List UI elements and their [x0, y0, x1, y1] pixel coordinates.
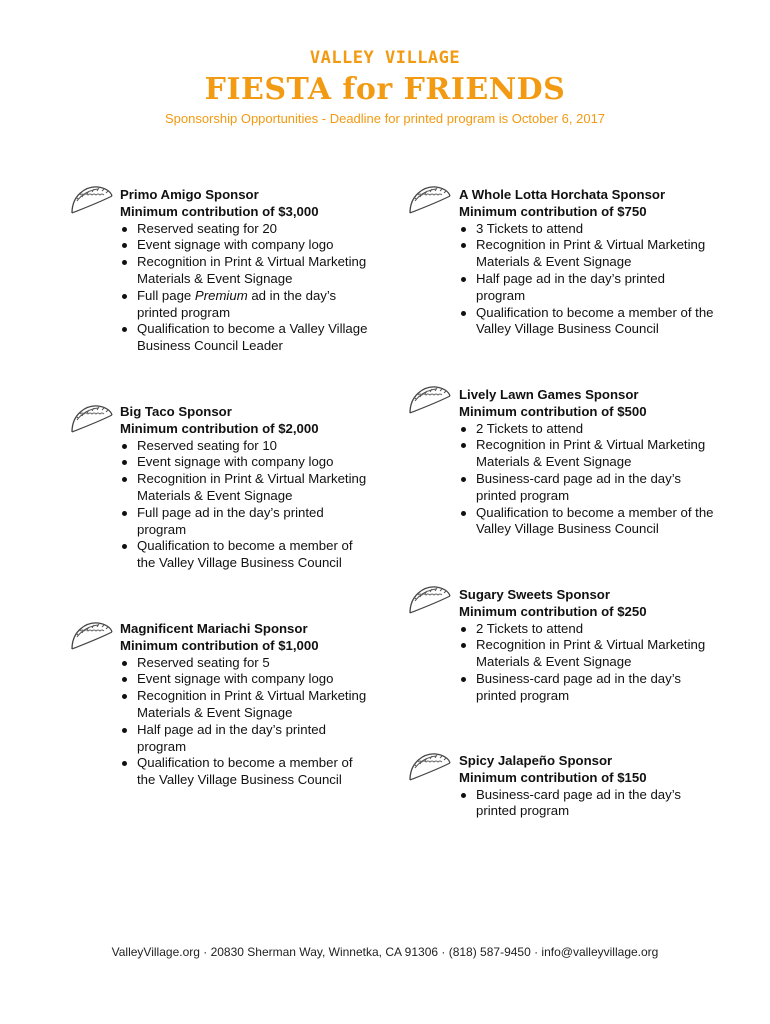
taco-icon: [406, 581, 452, 617]
benefit-item: Qualification to become a member of the Valley Village Business Council: [459, 505, 714, 539]
sponsor-block: [459, 387, 714, 538]
sponsor-minimum: Minimum contribution of $3,000: [120, 203, 319, 219]
benefit-item: Event signage with company logo: [120, 454, 370, 471]
benefit-item: Half page ad in the day’s printed program: [459, 271, 714, 305]
benefit-list: [120, 438, 370, 572]
taco-icon: [68, 400, 114, 436]
benefit-item: Qualification to become a member of the Valley Village Business Council: [459, 305, 714, 339]
sponsor-name: Sugary Sweets Sponsor: [459, 587, 610, 602]
sponsor-block: [120, 404, 370, 572]
benefit-item: Event signage with company logo: [120, 671, 370, 688]
taco-icon: [406, 748, 452, 784]
taco-icon: [68, 617, 114, 653]
benefit-item: Reserved seating for 5: [120, 655, 370, 672]
benefit-item: 2 Tickets to attend: [459, 421, 714, 438]
taco-icon: [68, 181, 114, 217]
benefit-list: [459, 621, 714, 705]
benefit-item: Full page Premium ad in the day’s printed program: [120, 288, 370, 322]
benefit-item: Recognition in Print & Virtual Marketing Materials & Event Signage: [459, 437, 714, 471]
benefit-item: 3 Tickets to attend: [459, 221, 714, 238]
benefit-item: Business-card page ad in the day’s printed program: [459, 787, 714, 821]
sponsor-minimum: Minimum contribution of $150: [459, 769, 647, 785]
sponsor-minimum: Minimum contribution of $750: [459, 203, 647, 219]
benefit-list: [459, 221, 714, 339]
benefit-item: Recognition in Print & Virtual Marketing Materials & Event Signage: [120, 254, 370, 288]
taco-icon: [406, 181, 452, 217]
benefit-item: Reserved seating for 10: [120, 438, 370, 455]
benefit-item: Full page ad in the day’s printed program: [120, 505, 370, 539]
sponsor-name: Spicy Jalapeño Sponsor: [459, 753, 613, 768]
benefit-item: Business-card page ad in the day’s printed program: [459, 671, 714, 705]
header-kicker: VALLEY VILLAGE: [309, 48, 461, 68]
sponsor-minimum: Minimum contribution of $500: [459, 403, 647, 419]
sponsor-name: Big Taco Sponsor: [120, 404, 232, 419]
sponsor-name: Primo Amigo Sponsor: [120, 187, 259, 202]
benefit-item: Qualification to become a member of the Valley Village Business Council: [120, 538, 370, 572]
benefit-item: Half page ad in the day’s printed program: [120, 722, 370, 756]
benefit-item: Event signage with company logo: [120, 237, 370, 254]
taco-icon: [406, 381, 452, 417]
benefit-item: Business-card page ad in the day’s printed program: [459, 471, 714, 505]
benefit-list: [120, 655, 370, 789]
page-title: FIESTA for FRIENDS: [204, 72, 566, 107]
footer-contact: ValleyVillage.org · 20830 Sherman Way, Winnetka, CA 91306 · (818) 587-9450 · info@valleyvillage.org: [111, 945, 659, 959]
sponsor-block: [459, 187, 714, 338]
sponsor-block: [120, 621, 370, 789]
benefit-item: Qualification to become a member of the Valley Village Business Council: [120, 755, 370, 789]
sponsor-name: A Whole Lotta Horchata Sponsor: [459, 187, 666, 202]
sponsor-name: Magnificent Mariachi Sponsor: [120, 621, 308, 636]
benefit-item: Recognition in Print & Virtual Marketing Materials & Event Signage: [459, 637, 714, 671]
benefit-list: [120, 221, 370, 355]
benefit-item: Qualification to become a Valley Village Business Council Leader: [120, 321, 370, 355]
benefit-list: [459, 421, 714, 539]
sponsor-block: [459, 753, 714, 820]
sponsor-block: [120, 187, 370, 355]
benefit-list: [459, 787, 714, 821]
benefit-item: Recognition in Print & Virtual Marketing Materials & Event Signage: [120, 688, 370, 722]
benefit-item: 2 Tickets to attend: [459, 621, 714, 638]
benefit-item: Recognition in Print & Virtual Marketing Materials & Event Signage: [459, 237, 714, 271]
benefit-item: Reserved seating for 20: [120, 221, 370, 238]
sponsor-minimum: Minimum contribution of $250: [459, 603, 647, 619]
sponsor-name: Lively Lawn Games Sponsor: [459, 387, 639, 402]
page-subtitle: Sponsorship Opportunities - Deadline for printed program is October 6, 2017: [164, 111, 606, 126]
sponsor-block: [459, 587, 714, 705]
sponsor-minimum: Minimum contribution of $1,000: [120, 637, 319, 653]
sponsor-minimum: Minimum contribution of $2,000: [120, 420, 319, 436]
benefit-item: Recognition in Print & Virtual Marketing Materials & Event Signage: [120, 471, 370, 505]
